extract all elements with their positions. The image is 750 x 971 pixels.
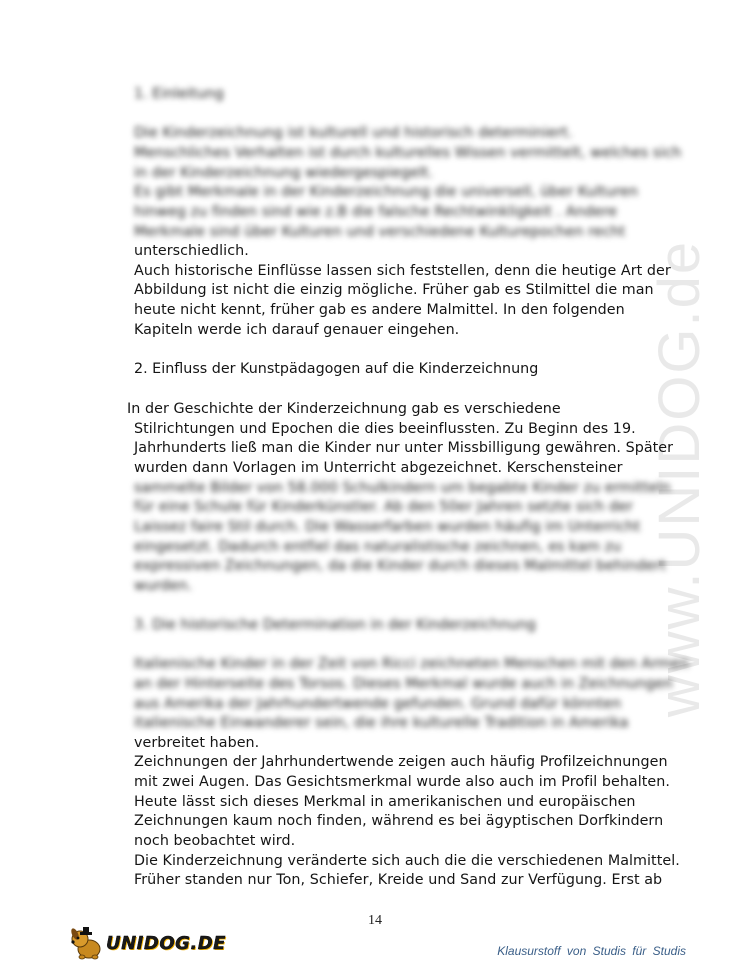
paragraph-line: Stilrichtungen und Epochen die dies beeinflussten. Zu Beginn des 19.: [134, 421, 636, 437]
paragraph-line: Jahrhunderts ließ man die Kinder nur unter Missbilligung gewähren. Später: [134, 440, 674, 456]
paragraph-line: mit zwei Augen. Das Gesichtsmerkmal wurde also auch im Profil behalten.: [134, 774, 670, 790]
paragraph-line: noch beobachtet wird.: [134, 833, 296, 849]
paragraph-line: Zeichnungen kaum noch finden, während es bei ägyptischen Dorfkindern: [134, 813, 664, 829]
unidog-logo: [66, 922, 226, 964]
section-2-heading: 2. Einfluss der Kunstpädagogen auf die Kinderzeichnung: [134, 361, 539, 377]
paragraph-line: an der Hinterseite des Torsos. Dieses Merkmal wurde auch in Zeichnungen: [134, 676, 673, 692]
paragraph-line: Italienische Kinder in der Zeit von Ricci zeichneten Menschen mit den Armen: [134, 656, 689, 672]
paragraph-line: heute nicht kennt, früher gab es andere Malmittel. In den folgenden: [134, 302, 625, 318]
paragraph-line: Laissez faire Stil durch. Die Wasserfarben wurden häufig im Unterricht: [134, 519, 641, 535]
paragraph-line: in der Kinderzeichnung wiedergespiegelt.: [134, 165, 434, 181]
logo-text: UNIDOG.DE: [106, 932, 226, 954]
paragraph-line: expressiven Zeichnungen, da die Kinder durch dieses Malmittel behindert: [134, 558, 666, 574]
paragraph-line: für eine Schule für Kinderkünstler. Ab den 50er Jahren setzte sich der: [134, 499, 633, 515]
paragraph-line: Es gibt Merkmale in der Kinderzeichnung die universell, über Kulturen: [134, 184, 639, 200]
footer-slogan: Klausurstoff von Studis für Studis: [497, 944, 686, 958]
paragraph-line: Menschliches Verhalten ist durch kulturelles Wissen vermittelt, welches sich: [134, 145, 682, 161]
paragraph-line: Früher standen nur Ton, Schiefer, Kreide und Sand zur Verfügung. Erst ab: [134, 872, 663, 888]
paragraph-line: Zeichnungen der Jahrhundertwende zeigen auch häufig Profilzeichnungen: [134, 754, 668, 770]
section-1-heading: 1. Einleitung: [134, 86, 224, 102]
page-number: 14: [368, 913, 382, 928]
paragraph-line: wurden dann Vorlagen im Unterricht abgezeichnet. Kerschensteiner: [134, 460, 623, 476]
paragraph-line: Die Kinderzeichnung veränderte sich auch die die verschiedenen Malmittel.: [134, 853, 680, 869]
paragraph-line: In der Geschichte der Kinderzeichnung gab es verschiedene: [127, 401, 561, 417]
paragraph-line: verbreitet haben.: [134, 735, 260, 751]
paragraph-line: hinweg zu finden sind wie z.B die falsche Rechtwinkligkeit . Andere: [134, 204, 618, 220]
paragraph-line: italienische Einwanderer sein, die ihre kulturelle Tradition in Amerika: [134, 715, 629, 731]
paragraph-line: unterschiedlich.: [134, 243, 249, 259]
section-3-heading: 3. Die historische Determination in der Kinderzeichnung: [134, 617, 536, 633]
paragraph-line: sammelte Bilder von 58.000 Schulkindern um begabte Kinder zu ermitteln: [134, 480, 671, 496]
paragraph-line: wurden.: [134, 578, 193, 594]
paragraph-line: Abbildung ist nicht die einzig mögliche. Früher gab es Stilmittel die man: [134, 282, 654, 298]
paragraph-line: Heute lässt sich dieses Merkmal in amerikanischen und europäischen: [134, 794, 636, 810]
paragraph-line: eingesetzt. Dadurch entfiel das naturalistische zeichnen, es kam zu: [134, 539, 622, 555]
watermark-text: www.UNIDOG.de: [647, 239, 713, 717]
paragraph-line: Merkmale sind über Kulturen und verschiedene Kulturepochen recht: [134, 224, 626, 240]
paragraph-line: Auch historische Einflüsse lassen sich feststellen, denn die heutige Art der: [134, 263, 671, 279]
dog-mascot-icon: [66, 922, 108, 964]
paragraph-line: aus Amerika der Jahrhundertwende gefunden. Grund dafür könnten: [134, 696, 622, 712]
paragraph-line: Die Kinderzeichnung ist kulturell und historisch determiniert.: [134, 125, 573, 141]
paragraph-line: Kapiteln werde ich darauf genauer eingehen.: [134, 322, 460, 338]
